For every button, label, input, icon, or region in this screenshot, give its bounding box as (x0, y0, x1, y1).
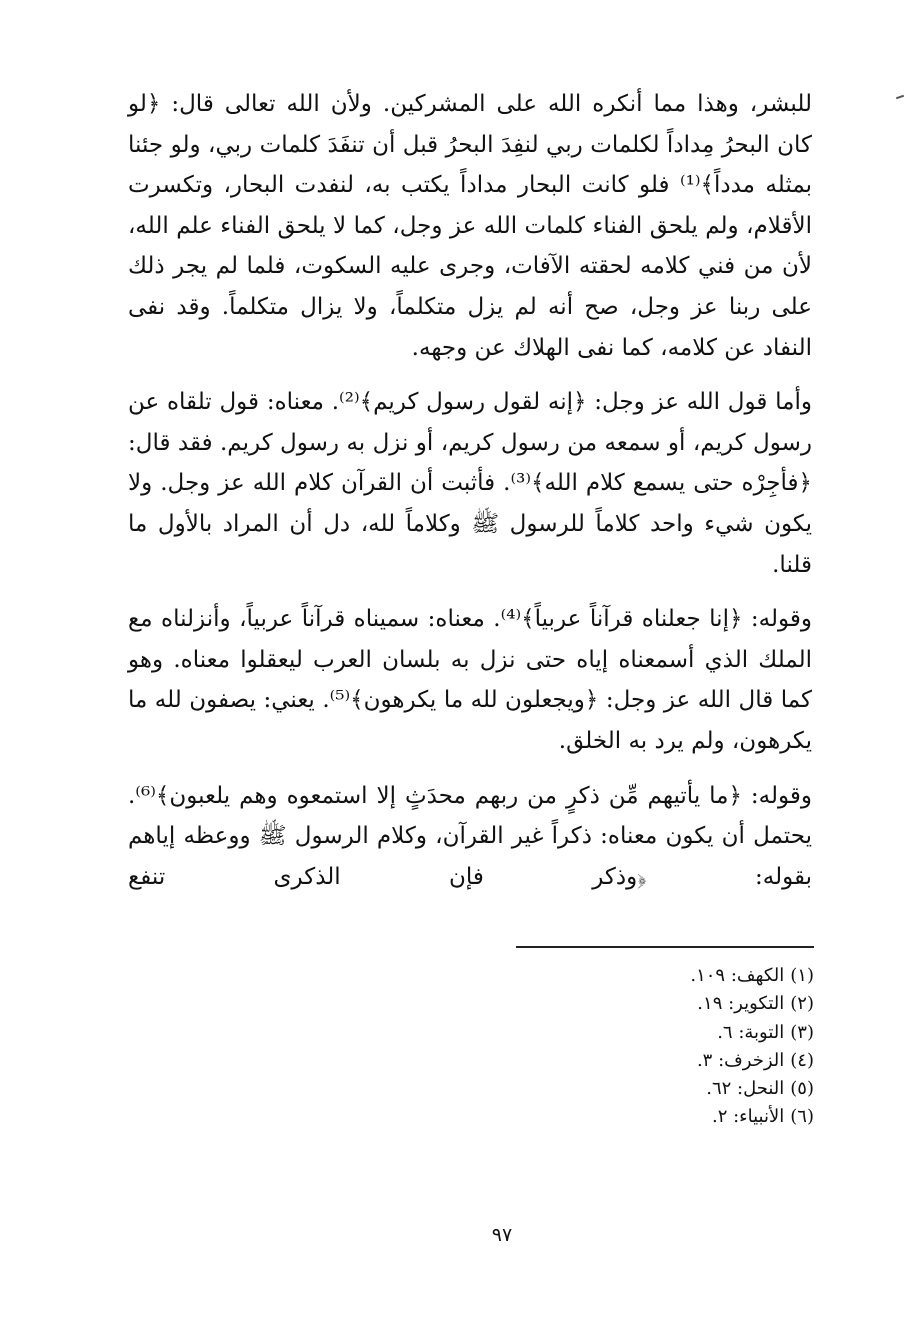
paragraph-3: وقوله: ﴿إنا جعلناه قرآناً عربياً﴾⁽⁴⁾. معناه: سميناه قرآناً عربياً، وأنزلناه مع الملك الذي أسمعناه إياه حتى نزل به بلسان العرب ليعقلوا معناه. وهو كما قال الله عز وجل: ﴿ويجعلون لله ما يكرهون﴾⁽⁵⁾. يعني: يصفون لله ما يكرهون، ولم يرد به الخلق. (128, 606, 812, 754)
footnote-separator (516, 946, 814, 948)
footnote-text: الأنبياء: ٢. (711, 1106, 785, 1128)
footnote-number: (٦) (790, 1106, 814, 1128)
page-number: ٩٧ (491, 1224, 513, 1246)
footnote-3 (514, 1019, 814, 1047)
footnote-text: التوبة: ٦. (717, 1021, 785, 1043)
footnote-number: (٥) (790, 1078, 814, 1100)
scan-edge-mark (896, 95, 904, 100)
footnote-number: (٢) (790, 993, 814, 1015)
footnote-text: الزخرف: ٣. (696, 1049, 785, 1071)
footnote-text: التكوير: ١٩. (697, 993, 785, 1015)
footnote-5 (514, 1075, 814, 1103)
main-text (128, 84, 812, 911)
footnote-number: (٣) (790, 1021, 814, 1043)
footnote-6 (514, 1103, 814, 1131)
footnote-text: الكهف: ١٠٩. (690, 965, 785, 986)
footnote-2 (514, 990, 814, 1018)
footnote-1 (514, 962, 814, 990)
footnote-number: (١) (790, 965, 814, 986)
footnote-text: النحل: ٦٢. (706, 1078, 785, 1100)
footnote-4 (514, 1047, 814, 1075)
paragraph-2: وأما قول الله عز وجل: ﴿إنه لقول رسول كريم﴾⁽²⁾. معناه: قول تلقاه عن رسول كريم، أو سمعه من رسول كريم، أو نزل به رسول كريم. فقد قال: ﴿فأجِرْه حتى يسمع كلام الله﴾⁽³⁾. فأثبت أن القرآن كلام الله عز وجل. ولا يكون شيء واحد كلاماً للرسول ﷺ وكلاماً لله، دل أن المراد بالأول ما قلنا. (128, 389, 812, 578)
paragraph-1: للبشر، وهذا مما أنكره الله على المشركين. ولأن الله تعالى قال: ﴿لو كان البحرُ مِداداً لكلمات ربي لنفِدَ البحرُ قبل أن تنفَدَ كلمات ربي، ولو جئنا بمثله مدداً﴾⁽¹⁾ فلو كانت البحار مداداً يكتب به، لنفدت البحار، وتكسرت الأقلام، ولم يلحق الفناء كلمات الله عز وجل، كما لا يلحق الفناء علم الله، لأن من فني كلامه لحقته الآفات، وجرى عليه السكوت، فلما لم يجر ذلك على ربنا عز وجل، صح أنه لم يزل متكلماً، ولا يزال متكلماً. وقد نفى النفاد عن كلامه، كما نفى الهلاك عن وجهه. (128, 91, 813, 361)
paragraph-4: وقوله: ﴿ما يأتيهم مِّن ذكرٍ من ربهم محدَثٍ إلا استمعوه وهم يلعبون﴾⁽⁶⁾. يحتمل أن يكون معناه: ذكراً غير القرآن، وكلام الرسول ﷺ ووعظه إياهم بقوله: ﴿وذكر فإن الذكرى تنفع (128, 782, 812, 890)
footnotes-list (514, 962, 814, 1132)
footnote-number: (٤) (790, 1049, 814, 1071)
